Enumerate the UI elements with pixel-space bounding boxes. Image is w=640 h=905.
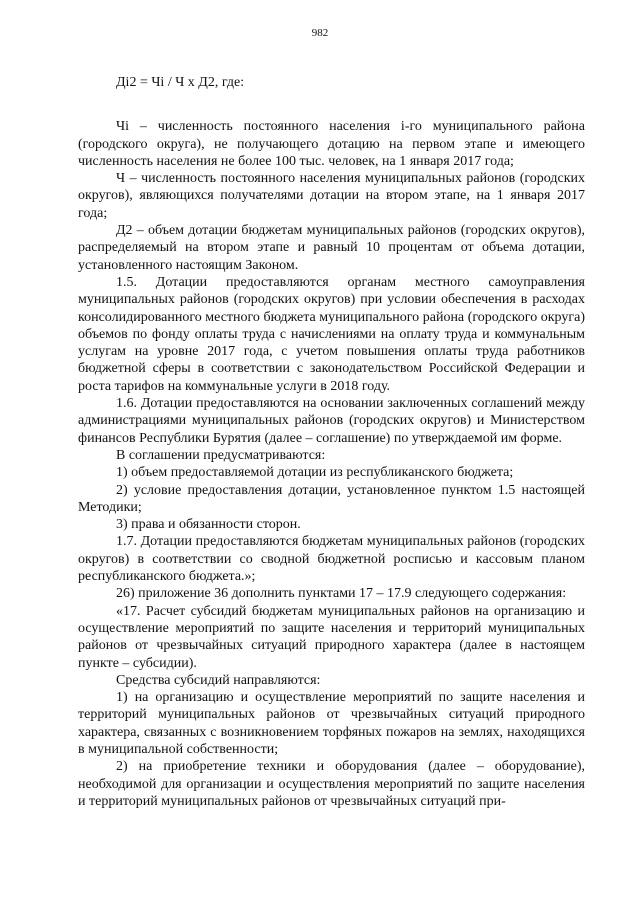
list-item-2: 2) условие предоставления дотации, установленное пунктом 1.5 настоящей Методики; [78,482,585,515]
paragraph-17: «17. Расчет субсидий бюджетам муниципальных районов на организацию и осуществление мероприятий по защите населения и территорий муниципальных районов от чрезвычайных ситуаций природного характера (далее в настоящем пункте – субсидии). [78,603,585,671]
page-number: 982 [311,27,329,39]
list-item-1: 1) объем предоставляемой дотации из республиканского бюджета; [116,465,514,481]
list-item-3: 3) права и обязанности сторон. [116,517,301,533]
paragraph-agreement-intro: В соглашении предусматриваются: [116,447,326,463]
document-body [78,74,585,810]
paragraph-1-6: 1.6. Дотации предоставляются на основании заключенных соглашений между администрациями муниципальных районов (городских округов) и Министерством финансов Республики Бурятия (далее – соглашение) по утверждаемой им форме. [78,396,585,446]
paragraph-26: 26) приложение 36 дополнить пунктами 17 – 17.9 следующего содержания: [116,586,567,602]
paragraph-1-7: 1.7. Дотации предоставляются бюджетам муниципальных районов (городских округов) в соответствии со сводной бюджетной росписью и кассовым планом республиканского бюджета.»; [78,534,585,585]
funds-item-2: 2) на приобретение техники и оборудования (далее – оборудование), необходимой для организации и осуществления мероприятий по защите населения и территорий муниципальных районов от чрезвычайных ситуаций при- [78,759,585,809]
paragraph-d2-definition: Д2 – объем дотации бюджетам муниципальных районов (городских округов), распределяемый на втором этапе и равный 10 процентам от объема дотации, установленного настоящим Законом. [78,223,585,273]
paragraph-1-5: 1.5. Дотации предоставляются органам местного самоуправления муниципальных районов (городских округов) при условии обеспечения в расходах консолидированного местного бюджета муниципального района (городского округа) объемов по фонду оплаты труда с начислениями на оплату труда и коммунальным услугам на уровне 2017 года, с учетом повышения оплаты труда работников бюджетной сферы в соответствии с законодательством Российской Федерации и роста тарифов на коммунальные услуги в 2018 году. [78,274,585,394]
paragraph-ch-definition: Ч – численность постоянного населения муниципальных районов (городских округов), являющихся получателями дотации на втором этапе, на 1 января 2017 года; [78,171,585,221]
funds-item-1: 1) на организацию и осуществление мероприятий по защите населения и территорий муниципальных районов от чрезвычайных ситуаций природного характера, связанных с возникновением торфяных пожаров на землях, находящихся в муниципальной собственности; [78,690,585,757]
paragraph-funds-intro: Средства субсидий направляются: [116,672,321,688]
formula: Дi2 = Чi / Ч x Д2, где: [116,75,245,90]
paragraph-chi-definition: Чi – численность постоянного населения i-го муниципального района (городского округа), не получающего дотацию на первом этапе и имеющего численность населения не более 100 тыс. человек, на 1 января 2017 года; [78,119,585,169]
